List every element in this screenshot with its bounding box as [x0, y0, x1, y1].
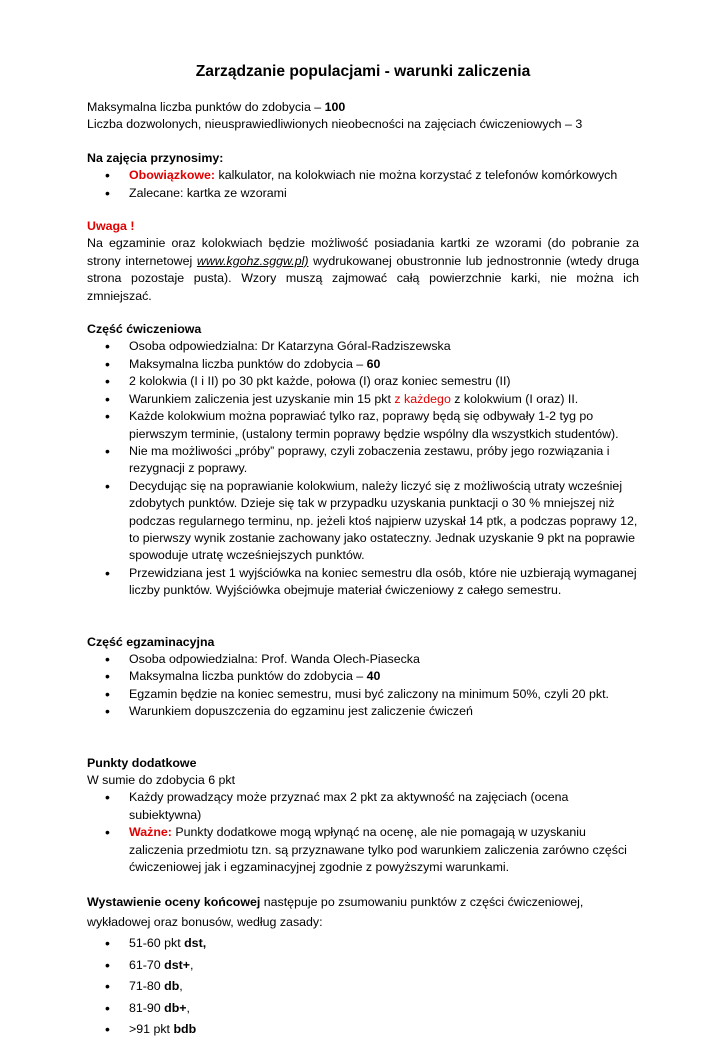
list-item — [87, 356, 639, 373]
condition-highlight: z każdego — [394, 391, 451, 406]
exercise-max-value: 60 — [366, 356, 381, 371]
grade-value: bdb — [173, 1022, 197, 1037]
grade-item — [87, 935, 639, 952]
important-label: Ważne: — [129, 825, 172, 840]
grade-range: 71-80 — [129, 979, 165, 994]
grade-value: db+ — [164, 1000, 187, 1015]
list-item — [87, 167, 639, 184]
grade-item — [87, 957, 639, 974]
max-points-label: Maksymalna liczba punktów do zdobycia – — [87, 100, 325, 114]
condition-before: Warunkiem zaliczenia jest uzyskanie min 15 pkt — [129, 391, 395, 406]
document-page — [87, 62, 639, 1042]
grade-suffix: , — [189, 957, 194, 972]
bring-list — [87, 167, 639, 202]
bonus-total: W sumie do zdobycia 6 pkt — [87, 773, 236, 787]
list-item: • Każde kolokwium można poprawiać tylko raz, poprawy będą się odbywały 1-2 tyg po pierwszym terminie, (ustalony termin poprawy będzie wspólny dla wszystkich studentów). — [87, 408, 639, 443]
grade-range: 51-60 pkt — [129, 936, 185, 951]
exam-max-value: 40 — [366, 669, 381, 684]
max-points-line — [87, 99, 639, 116]
grade-value: dst+ — [164, 957, 190, 972]
mandatory-text: kalkulator, na kolokwiach nie można korzystać z telefonów komórkowych — [215, 168, 618, 183]
formula-link[interactable]: www.kgohz.sggw.pl) — [196, 253, 309, 268]
warning-text-before: Na egzaminie oraz kolokwiach będzie możliwość posiadania kartki ze wzorami (do pobranie za strony internetowej — [87, 236, 639, 268]
grading-intro-text: następuje po zsumowaniu punktów z części ćwiczeniowej, wykładowej oraz bonusów, według zasady: — [87, 895, 584, 930]
exercise-heading: Część ćwiczeniowa — [87, 322, 202, 337]
page-title: Zarządzanie populacjami - warunki zaliczenia — [195, 63, 531, 80]
grades-list — [87, 935, 639, 1038]
bring-heading: Na zajęcia przynosimy: — [87, 150, 224, 165]
list-item: • Zalecane: kartka ze wzorami — [87, 185, 639, 202]
list-item — [87, 824, 639, 876]
grade-suffix: , — [186, 1000, 190, 1015]
list-item: • Egzamin będzie na koniec semestru, musi być zaliczony na minimum 50%, czyli 20 pkt. — [87, 686, 639, 703]
exam-heading: Część egzaminacyjna — [87, 634, 215, 649]
exercise-list — [87, 338, 639, 599]
list-item: • Osoba odpowiedzialna: Dr Katarzyna Góral-Radziszewska — [87, 338, 639, 355]
grading-intro-bold: Wystawienie oceny końcowej — [87, 895, 261, 910]
list-item: • Przewidziana jest 1 wyjściówka na koniec semestru dla osób, które nie uzbierają wymaganej liczby punktów. Wyjściówka obejmuje materiał ćwiczeniowy z całego semestru. — [87, 565, 639, 600]
bonus-list — [87, 789, 639, 876]
grade-range: >91 pkt — [129, 1022, 174, 1037]
grade-value: db — [164, 979, 180, 994]
grade-item — [87, 978, 639, 995]
absences-line: Liczba dozwolonych, nieusprawiedliwionych nieobecności na zajęciach ćwiczeniowych – 3 — [87, 117, 583, 132]
grade-suffix: , — [179, 979, 183, 994]
exercise-max-label: Maksymalna liczba punktów do zdobycia – — [129, 356, 367, 371]
condition-after: z kolokwium (I oraz) II. — [450, 391, 579, 406]
grade-range: 61-70 — [129, 957, 165, 972]
max-points-value: 100 — [324, 100, 346, 114]
warning-text — [87, 235, 639, 305]
list-item — [87, 391, 639, 408]
list-item — [87, 668, 639, 685]
important-text: Punkty dodatkowe mogą wpłynąć na ocenę, ale nie pomagają w uzyskaniu zaliczenia przedmiotu tzn. są przyznawane tylko pod warunkiem zaliczenia zarówno części ćwiczeniowej jak i egzaminacyjnej zgodnie z powyższymi warunkami. — [129, 825, 627, 875]
exam-list — [87, 651, 639, 721]
grade-range: 81-90 — [129, 1000, 165, 1015]
list-item: • Warunkiem dopuszczenia do egzaminu jest zaliczenie ćwiczeń — [87, 703, 639, 720]
grade-value: dst, — [184, 936, 207, 951]
bonus-heading: Punkty dodatkowe — [87, 755, 197, 770]
mandatory-label: Obowiązkowe: — [129, 168, 216, 183]
exam-max-label: Maksymalna liczba punktów do zdobycia – — [129, 669, 367, 684]
warning-text-after: wydrukowanej obustronnie lub jednostronnie (wtedy druga strona pozostaje pusta). Wzory muszą zajmować całą powierzchnie karki, nie można ich zmniejszać. — [87, 253, 639, 303]
list-item: • Każdy prowadzący może przyznać max 2 pkt za aktywność na zajęciach (ocena subiektywna) — [87, 789, 639, 824]
list-item: • Decydując się na poprawianie kolokwium, należy liczyć się z możliwością utraty wcześniej zdobytych punktów. Dzieje się tak w przypadku uzyskania punktacji o 30 % mniejszej niż podczas regularnego terminu, np. jeżeli ktoś najpierw uzyskał 14 ptk, a podczas poprawy 12, to pierwszy wynik zostanie zachowany jako ostateczny. Jednak uzyskanie 9 pkt na poprawie spowoduje utratę wcześniejszych punktów. — [87, 478, 639, 565]
list-item: • Nie ma możliwości „próby” poprawy, czyli zobaczenia zestawu, próby jego rozwiązania i rezygnacji z poprawy. — [87, 443, 639, 478]
list-item: • Osoba odpowiedzialna: Prof. Wanda Olech-Piasecka — [87, 651, 639, 668]
warning-heading: Uwaga ! — [87, 219, 135, 234]
grade-item — [87, 1000, 639, 1017]
grading-intro — [87, 892, 639, 932]
list-item: • 2 kolokwia (I i II) po 30 pkt każde, połowa (I) oraz koniec semestru (II) — [87, 373, 639, 390]
